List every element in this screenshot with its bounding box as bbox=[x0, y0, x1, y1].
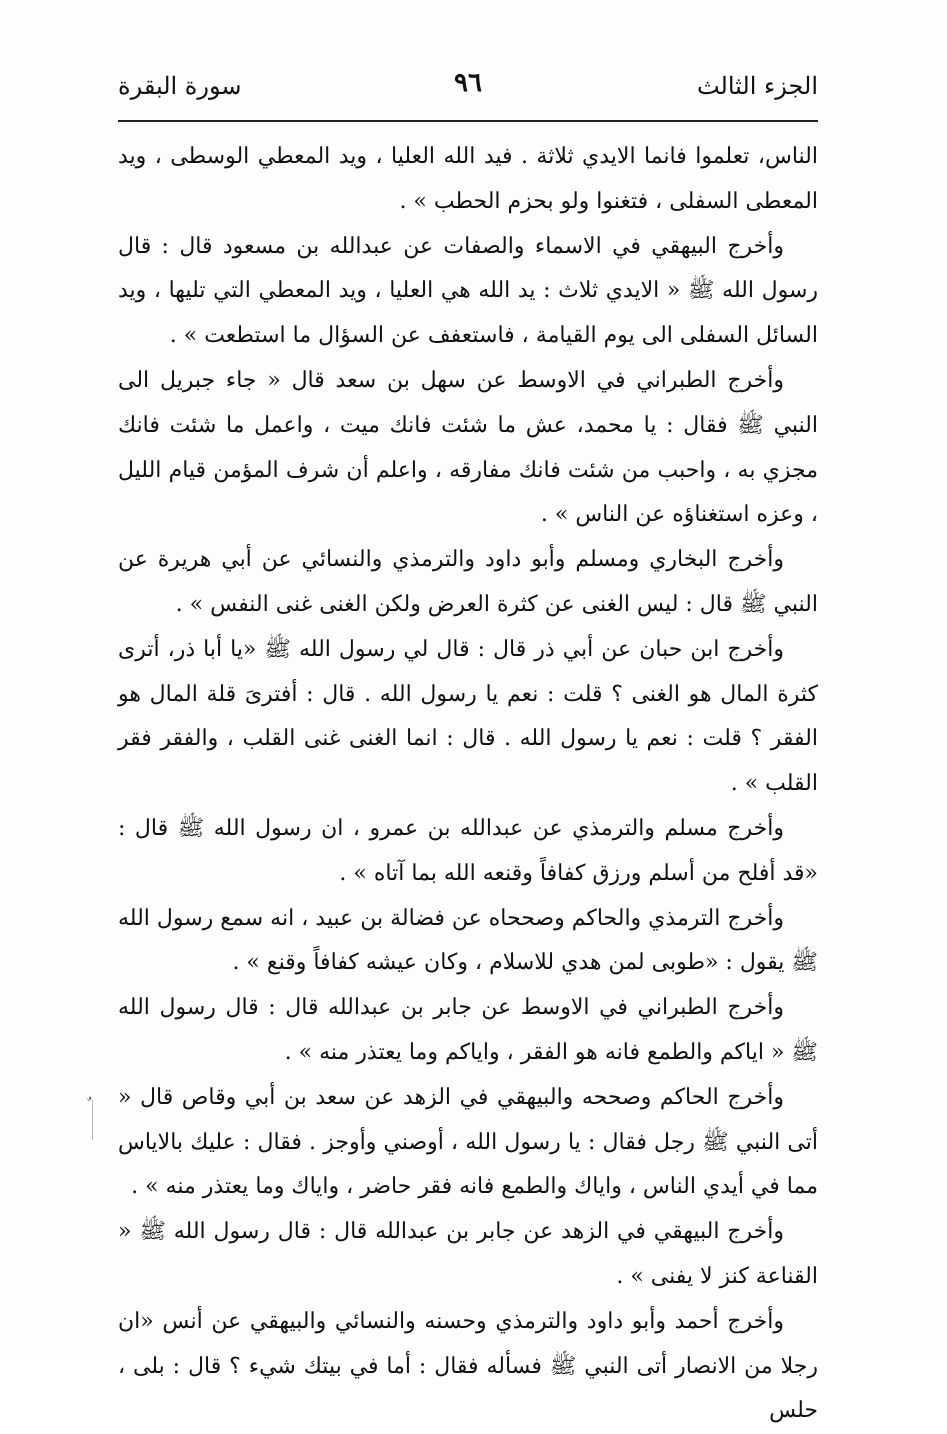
paragraph: وأخرج الطبراني في الاوسط عن جابر بن عبدالله قال : قال رسول الله ﷺ « اياكم والطمع فانه هو الفقر ، واياكم وما يعتذر منه » . bbox=[118, 995, 818, 1065]
page-header bbox=[118, 62, 818, 108]
paragraph: وأخرج البيهقي في الاسماء والصفات عن عبدالله بن مسعود قال : قال رسول الله ﷺ « الايدي ثلاث : يد الله هي العليا ، ويد المعطي التي تليها ، ويد السائل السفلى الى يوم القيامة ، فاستعفف عن السؤال ما استطعت » . bbox=[118, 233, 818, 349]
paragraph: وأخرج مسلم والترمذي عن عبدالله بن عمرو ، ان رسول الله ﷺ قال : «قد أفلح من أسلم ورزق كفافاً وقنعه الله بما آتاه » . bbox=[118, 815, 818, 886]
paragraph: وأخرج الترمذي والحاكم وصححاه عن فضالة بن عبيد ، انه سمع رسول الله ﷺ يقول : «طوبى لمن هدي للاسلام ، وكان عيشه كفافاً وقنع » . bbox=[118, 905, 818, 976]
running-head-part: الجزء الثالث bbox=[696, 72, 818, 100]
page-body bbox=[118, 135, 818, 1434]
scan-edge-line bbox=[92, 1100, 93, 1140]
paragraph-continued: الناس، تعلموا فانما الايدي ثلاثة . فيد الله العليا ، ويد المعطي الوسطى ، ويد المعطى السفلى ، فتغنوا ولو بحزم الحطب » . bbox=[118, 144, 818, 214]
paragraph: وأخرج الحاكم وصححه والبيهقي في الزهد عن سعد بن أبي وقاص قال « أتى النبي ﷺ رجل فقال : يا رسول الله ، أوصني وأوجز . فقال : عليك بالاياس مما في أيدي الناس ، واياك والطمع فانه فقر حاضر ، واياك وما يعتذر منه » . bbox=[118, 1084, 818, 1200]
running-head-surah: سورة البقرة bbox=[118, 72, 242, 100]
paragraph: وأخرج الطبراني في الاوسط عن سهل بن سعد قال « جاء جبريل الى النبي ﷺ فقال : يا محمد، عش ما شئت فانك ميت ، واعمل ما شئت فانك مجزي به ، واحبب من شئت فانك مفارقه ، واعلم أن شرف المؤمن قيام الليل ، وعزه استغناؤه عن الناس » . bbox=[118, 367, 818, 528]
paragraph: وأخرج ابن حبان عن أبي ذر قال : قال لي رسول الله ﷺ «يا أبا ذر، أترى كثرة المال هو الغنى ؟ قلت : نعم يا رسول الله . قال : أفترىَ قلة المال هو الفقر ؟ قلت : نعم يا رسول الله . قال : انما الغنى غنى القلب ، والفقر فقر القلب » . bbox=[118, 636, 818, 797]
page-number: ٩٦ bbox=[454, 68, 482, 98]
header-rule bbox=[118, 120, 818, 122]
paragraph: وأخرج أحمد وأبو داود والترمذي وحسنه والنسائي والبيهقي عن أنس «ان رجلا من الانصار أتى النبي ﷺ فسأله فقال : أما في بيتك شيء ؟ قال : بلى ، حلس bbox=[118, 1308, 818, 1424]
paragraph: وأخرج البيهقي في الزهد عن جابر بن عبدالله قال : قال رسول الله ﷺ « القناعة كنز لا يفنى » . bbox=[118, 1219, 818, 1289]
paragraph: وأخرج البخاري ومسلم وأبو داود والترمذي والنسائي عن أبي هريرة عن النبي ﷺ قال : ليس الغنى عن كثرة العرض ولكن الغنى غنى النفس » . bbox=[118, 547, 818, 617]
